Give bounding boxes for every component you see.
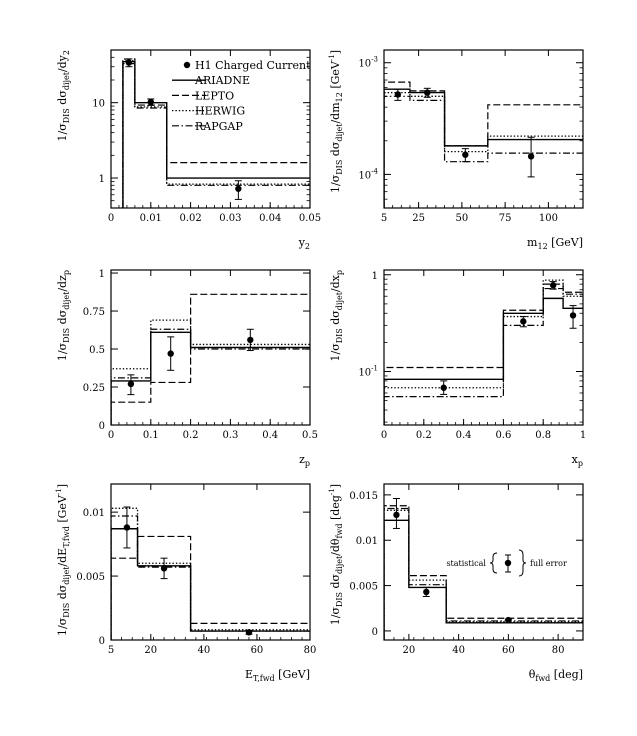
data-point bbox=[393, 512, 399, 518]
data-point bbox=[520, 318, 526, 324]
x-tick-label: 80 bbox=[303, 645, 317, 656]
histogram-group bbox=[384, 506, 583, 640]
x-tick-label: 20 bbox=[144, 645, 158, 656]
data-point bbox=[423, 589, 429, 595]
data-point bbox=[235, 186, 241, 192]
legend-label: HERWIG bbox=[195, 104, 246, 118]
panel-zp bbox=[56, 269, 318, 468]
y-tick-label: 0.005 bbox=[349, 581, 378, 593]
annotation-point bbox=[505, 560, 511, 566]
series-ariadne bbox=[111, 332, 310, 425]
series-ariadne bbox=[384, 298, 583, 425]
series-rapgap bbox=[384, 508, 583, 640]
series-lepto bbox=[111, 294, 310, 425]
data-point bbox=[441, 385, 447, 391]
legend-label: ARIADNE bbox=[195, 74, 250, 88]
series-rapgap bbox=[111, 329, 310, 425]
data-point bbox=[424, 89, 430, 95]
y-axis-title: $1/\sigma_{DIS}$ $d\sigma_{dijet}/dE_{T,fwd}$ [GeV$^{-1}$] bbox=[55, 484, 71, 637]
y-tick-label: $10^{-4}$ bbox=[358, 167, 378, 182]
series-herwig bbox=[384, 280, 583, 425]
y-axis-title: $1/\sigma_{DIS}$ $d\sigma_{dijet}/dm_{12}$ [GeV$^{-1}$] bbox=[328, 50, 344, 193]
series-lepto bbox=[384, 82, 583, 208]
annotation-full-error: full error bbox=[530, 559, 567, 568]
series-lepto bbox=[111, 536, 310, 640]
x-tick-label: 60 bbox=[250, 645, 264, 656]
data-point bbox=[505, 617, 511, 623]
x-tick-label: 1 bbox=[579, 430, 587, 441]
data-point bbox=[126, 59, 132, 65]
y-tick-label: 0.75 bbox=[82, 307, 105, 319]
legend-label: LEPTO bbox=[195, 89, 235, 103]
x-tick-label: 0.2 bbox=[182, 430, 199, 441]
y-axis-title: $1/\sigma_{DIS}$ $d\sigma_{dijet}/dx_p$ bbox=[329, 270, 344, 362]
x-tick-label: 75 bbox=[498, 213, 512, 224]
panel-theta bbox=[328, 484, 583, 683]
data-point bbox=[528, 153, 534, 159]
data-point bbox=[128, 381, 134, 387]
annotation-statistical: statistical bbox=[446, 559, 486, 568]
legend-marker-data bbox=[184, 62, 190, 68]
y-tick-label: 0.01 bbox=[355, 536, 378, 548]
data-point bbox=[395, 91, 401, 97]
legend-label: H1 Charged Current bbox=[195, 59, 311, 72]
y-axis-title: $1/\sigma_{DIS}$ $d\sigma_{dijet}/d\theta_{fwd}$ [deg$^{-1}$] bbox=[328, 484, 344, 626]
y-tick-label: 0.25 bbox=[82, 383, 105, 395]
series-herwig bbox=[111, 508, 310, 640]
x-tick-label: 0.4 bbox=[262, 430, 279, 441]
y-tick-label: $10^{-1}$ bbox=[358, 364, 378, 379]
x-tick-label: 0.04 bbox=[259, 213, 282, 224]
y-axis-title: $1/\sigma_{DIS}$ $d\sigma_{dijet}/dy_2$ bbox=[56, 50, 71, 142]
x-tick-label: 40 bbox=[452, 645, 465, 656]
y-tick-label: 0 bbox=[98, 421, 105, 432]
x-tick-label: 0 bbox=[380, 430, 388, 441]
x-axis-title: $m_{12}$ [GeV] bbox=[527, 236, 583, 251]
series-rapgap bbox=[384, 289, 583, 425]
plot-frame bbox=[384, 270, 583, 425]
y-tick-label: 0.5 bbox=[89, 345, 105, 357]
data-point bbox=[168, 350, 174, 356]
series-herwig bbox=[384, 93, 583, 208]
y-tick-label: 1 bbox=[98, 269, 105, 281]
y-tick-label: 1 bbox=[371, 270, 378, 282]
right-brace bbox=[519, 550, 526, 576]
x-tick-label: 0.6 bbox=[495, 430, 512, 441]
y-tick-label: $10^{-3}$ bbox=[358, 55, 378, 70]
x-tick-label: 5 bbox=[380, 213, 388, 224]
plot-frame bbox=[111, 484, 310, 640]
data-point bbox=[124, 524, 130, 530]
x-tick-label: 0.05 bbox=[298, 213, 322, 224]
data-point bbox=[570, 312, 576, 318]
series-lepto bbox=[384, 506, 583, 640]
x-tick-label: 20 bbox=[402, 645, 416, 656]
x-tick-label: 0.8 bbox=[535, 430, 552, 441]
x-tick-label: 0.2 bbox=[415, 430, 432, 441]
legend-label: RAPGAP bbox=[195, 119, 243, 133]
legend bbox=[172, 59, 311, 133]
data-point bbox=[247, 337, 253, 343]
data-point bbox=[148, 99, 154, 105]
x-tick-label: 0 bbox=[107, 430, 115, 441]
x-axis-title: $\theta_{fwd}$ [deg] bbox=[528, 668, 583, 683]
x-tick-label: 0.01 bbox=[139, 213, 162, 224]
x-axis-title: $x_p$ bbox=[571, 453, 583, 468]
x-tick-label: 0.5 bbox=[302, 430, 318, 441]
x-tick-label: 0.4 bbox=[455, 430, 472, 441]
x-axis-title: $z_p$ bbox=[299, 453, 310, 468]
x-tick-label: 80 bbox=[551, 645, 565, 656]
data-point bbox=[246, 629, 252, 635]
x-tick-label: 0 bbox=[107, 213, 115, 224]
x-tick-label: 25 bbox=[412, 213, 425, 224]
x-axis-title: $E_{T,fwd}$ [GeV] bbox=[245, 668, 310, 683]
data-point bbox=[462, 152, 468, 158]
x-tick-label: 0.3 bbox=[222, 430, 239, 441]
x-tick-label: 0.1 bbox=[142, 430, 159, 441]
x-tick-label: 60 bbox=[502, 645, 515, 656]
data-point bbox=[550, 282, 556, 288]
histogram-group bbox=[111, 294, 310, 425]
x-axis-title: $y_2$ bbox=[298, 236, 310, 251]
y-tick-label: 10 bbox=[92, 98, 105, 110]
x-tick-label: 100 bbox=[538, 213, 558, 224]
series-lepto bbox=[384, 284, 583, 425]
left-brace bbox=[490, 553, 497, 573]
histogram-group bbox=[111, 508, 310, 640]
x-tick-label: 5 bbox=[107, 645, 115, 656]
panel-et bbox=[55, 484, 316, 683]
plot-frame bbox=[384, 50, 583, 208]
x-tick-label: 50 bbox=[455, 213, 469, 224]
panel-xp bbox=[329, 270, 586, 468]
series-herwig bbox=[111, 320, 310, 425]
panel-m12 bbox=[328, 50, 583, 251]
y-tick-label: 0.01 bbox=[82, 508, 105, 520]
x-tick-label: 40 bbox=[197, 645, 211, 656]
y-tick-label: 0 bbox=[371, 626, 378, 638]
x-tick-label: 0.02 bbox=[179, 213, 202, 224]
histogram-group bbox=[384, 280, 583, 425]
series-ariadne bbox=[384, 89, 583, 208]
y-tick-label: 0.005 bbox=[76, 572, 105, 584]
series-rapgap bbox=[384, 96, 583, 208]
data-point bbox=[161, 565, 167, 571]
histogram-group bbox=[384, 82, 583, 208]
y-tick-label: 0 bbox=[98, 636, 105, 647]
y-axis-title: $1/\sigma_{DIS}$ $d\sigma_{dijet}/dz_p$ bbox=[56, 270, 71, 362]
series-rapgap bbox=[111, 516, 310, 640]
y-tick-label: 0.015 bbox=[349, 490, 378, 502]
y-tick-label: 1 bbox=[98, 174, 105, 186]
x-tick-label: 0.03 bbox=[219, 213, 242, 224]
